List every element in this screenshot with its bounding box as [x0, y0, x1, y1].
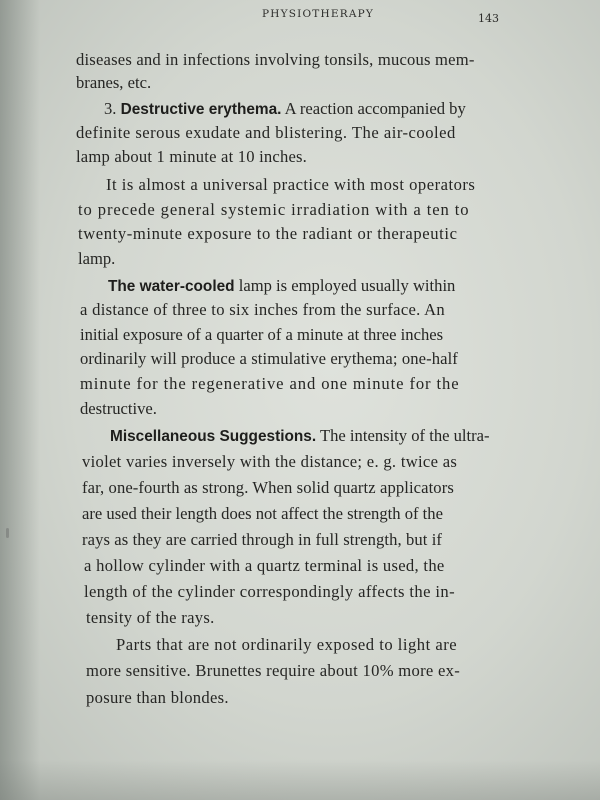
text-line: rays as they are carried through in full strength, but if	[82, 530, 443, 549]
heading-destructive-erythema: Destructive erythema.	[120, 101, 282, 118]
text-line: destructive.	[80, 399, 157, 418]
text-line: minute for the regenerative and one minute for the	[80, 374, 460, 393]
text-line: twenty-minute exposure to the radiant or therapeutic	[78, 224, 458, 243]
text-run: The intensity of the ultra-	[319, 426, 490, 445]
text-line: definite serous exudate and blistering. The air-cooled	[76, 123, 456, 142]
text-line: branes, etc.	[76, 73, 152, 92]
text-line: initial exposure of a quarter of a minute at three inches	[80, 325, 444, 344]
page-number: 143	[478, 12, 499, 25]
text-line	[104, 99, 466, 120]
text-line: are used their length does not affect the strength of the	[82, 504, 443, 523]
text-line: lamp.	[78, 249, 116, 268]
text-line: far, one-fourth as strong. When solid quartz applicators	[82, 478, 454, 497]
text-line: violet varies inversely with the distance; e. g. twice as	[82, 452, 458, 471]
running-head: PHYSIOTHERAPY	[262, 8, 375, 20]
text-run: A reaction accompanied by	[284, 99, 466, 118]
text-line: It is almost a universal practice with most operators	[106, 175, 476, 194]
text-line: tensity of the rays.	[86, 608, 215, 627]
heading-miscellaneous-suggestions: Miscellaneous Suggestions.	[110, 428, 317, 445]
text-line: ordinarily will produce a stimulative erythema; one-half	[80, 349, 458, 368]
text-line: posure than blondes.	[86, 688, 229, 707]
text-line: a distance of three to six inches from the surface. An	[80, 300, 446, 319]
text-line: diseases and in infections involving tonsils, mucous mem-	[76, 50, 475, 69]
text-run: lamp is employed usually within	[238, 276, 456, 295]
text-line: a hollow cylinder with a quartz terminal is used, the	[84, 556, 445, 575]
text-line: to precede general systemic irradiation with a ten to	[78, 200, 470, 219]
list-number: 3.	[104, 99, 117, 118]
text-line: more sensitive. Brunettes require about 10% more ex-	[86, 661, 461, 680]
heading-water-cooled: The water-cooled	[108, 278, 235, 295]
text-line: Parts that are not ordinarily exposed to light are	[116, 635, 458, 654]
text-line	[108, 276, 455, 297]
text-line: lamp about 1 minute at 10 inches.	[76, 147, 308, 166]
text-line	[110, 426, 490, 447]
text-line: length of the cylinder correspondingly affects the in-	[84, 582, 456, 601]
